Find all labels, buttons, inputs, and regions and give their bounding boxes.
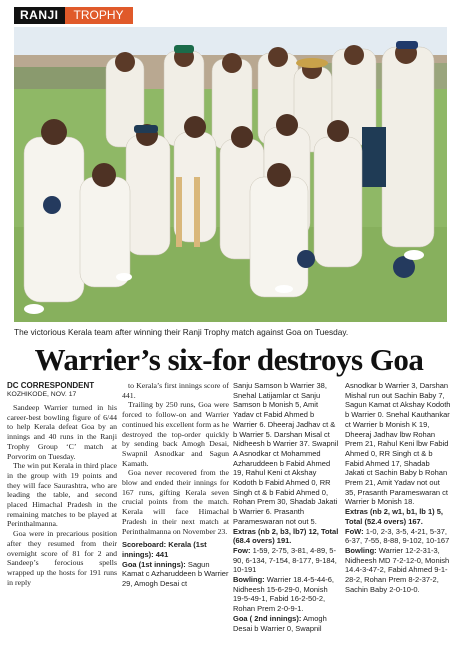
paragraph: Goa never recovered from the blow and ended their innings for 167 runs, gifting Kerala seven crucial points from the match. Kerala will face Himachal Pradesh in their next match at Perinthalmanna on November 23. <box>122 468 229 536</box>
fow-text: 1-0, 2-3, 3-5, 4-21, 5-37, 6-37, 7-55, 8-88, 9-102, 10-167 <box>345 526 450 546</box>
bowling-label: Bowling: <box>345 545 377 555</box>
section-label: TROPHY <box>65 7 133 24</box>
article-column-2 <box>122 381 229 589</box>
goa-first-innings-label: Goa (1st innings): <box>122 559 186 569</box>
bowling-label: Bowling: <box>233 575 265 585</box>
byline: DC CORRESPONDENT <box>7 381 95 390</box>
fow-text: 1-59, 2-75, 3-81, 4-89, 5-90, 6-134, 7-154, 8-177, 9-184, 10-191 <box>233 545 337 575</box>
article-column-4 <box>345 381 451 594</box>
article-column-3 <box>233 381 340 633</box>
scoreboard-title: Scoreboard: <box>122 540 167 550</box>
bowling-text: Warrier 12-2-31-3, Nidheesh MD 7-2-12-0, Monish 14.4-3-47-2, Fabid Ahmed 9-1-28-2, Rohan Prem 8-2-37-2, Sachin Baby 2-0-10-0. <box>345 545 450 594</box>
batting-card: Asnodkar b Warrier 3, Darshan Mishal run out Sachin Baby 7, Sagun Kamat ct Akshay Kodoth b Warrier 0. Snehal Kauthankar ct Warrier b Monish K 19, Dheeraj Jadhav lbw Rohan Prem 21, Rahul Keni lbw Fabid Ahmed 0, RR Singh ct & b Fabid Ahmed 17, Shadab Jakati ct Sachin Baby b Rohan Prem 21, Amit Yadav not out 35, Prasanth Parameswaran ct Warrier b Monish 18. <box>345 381 451 507</box>
paragraph: The win put Kerala in third place in the group with 19 points and they will face Saurashtra, who are leading the table, and second placed Himachal Pradesh in the remaining matches to be played at Perinthalmanna. <box>7 461 117 529</box>
article-column-1 <box>7 381 117 587</box>
extras-label: Extras <box>233 526 256 536</box>
extras-text: Extras (nb 2, w1, b1, lb 1) 5, Total (52.4 overs) 167. <box>345 507 443 526</box>
bowling-text: Warrier 18.4-5-44-6, Nidheesh 15-6-29-0, Monish 19-5-49-1, Fabid 16-2-50-2, Rohan Prem 2-0-9-1. <box>233 575 334 614</box>
paragraph: to Kerala’s first innings score of 441. <box>122 381 229 400</box>
extras-text: (nb 2, b3, lb7) 12, Total (68.4 overs) 191. <box>233 526 339 546</box>
article-body <box>7 381 451 646</box>
scoreboard <box>122 540 229 589</box>
goa-second-innings-label: Goa ( 2nd innings): <box>233 613 302 623</box>
section-kicker: RANJI <box>14 7 65 24</box>
paragraph: Goa were in precarious position after they resumed from their overnight score of 81 for 2 and Sandeep’s ferocious spells wrapped up the hosts for 191 runs in reply <box>7 529 117 587</box>
dateline: KOZHIKODE, NOV. 17 <box>7 391 77 398</box>
fow-label: Fow: <box>233 545 251 555</box>
paragraph: Trailing by 250 runs, Goa were forced to follow-on and Warrier continued his excellent form as he destroyed the top-order quickly by sending back Amogh Desai, Swapnil Asnodkar and Sagun Kamath. <box>122 400 229 468</box>
goa-second-innings-text: Amogh Desai b Warrier 0, Swapnil <box>233 613 327 633</box>
goa-first-innings-text: Sagun Kamat c Azharuddeen b Warrier 29, Amogh Desai ct <box>122 559 229 589</box>
team-photo <box>14 27 447 322</box>
section-header <box>14 7 133 24</box>
fow-label: FoW: <box>345 526 364 536</box>
headline: Warrier’s six-for destroys Goa <box>34 342 424 377</box>
batting-card: Sanju Samson b Warrier 38, Snehal Latijamlar ct Sanju Samson b Monish 5, Amit Yadav ct Fabid Ahmed b Warrier 6. Dheeraj Jadhav ct & b Warrier 5. Darshan Misal ct Nidheesh b Warrier 37. Swapnil A Asnodkar ct Mohammed Azharuddeen b Fabid Ahmed 19, Rahul Keni ct Akshay Kodoth b Fabid Ahmed 0, RR Singh ct & b Fabid Ahmed 0, Rohan Prem 30, Shadab Jakati b Warrier 6. Prasanth Parameswaran not out 5. <box>233 381 339 526</box>
photo-caption: The victorious Kerala team after winning their Ranji Trophy match against Goa on Tuesday. <box>14 327 349 337</box>
scoreboard-kerala-first: Kerala (1st innings): 441 <box>122 540 207 559</box>
paragraph: Sandeep Warrier turned in his career-best bowling figure of 6/44 to help Kerala defeat Goa by an innings and 40 runs in the Ranji Trophy Group ‘C’ match at Porvorim on Tuesday. <box>7 403 117 461</box>
